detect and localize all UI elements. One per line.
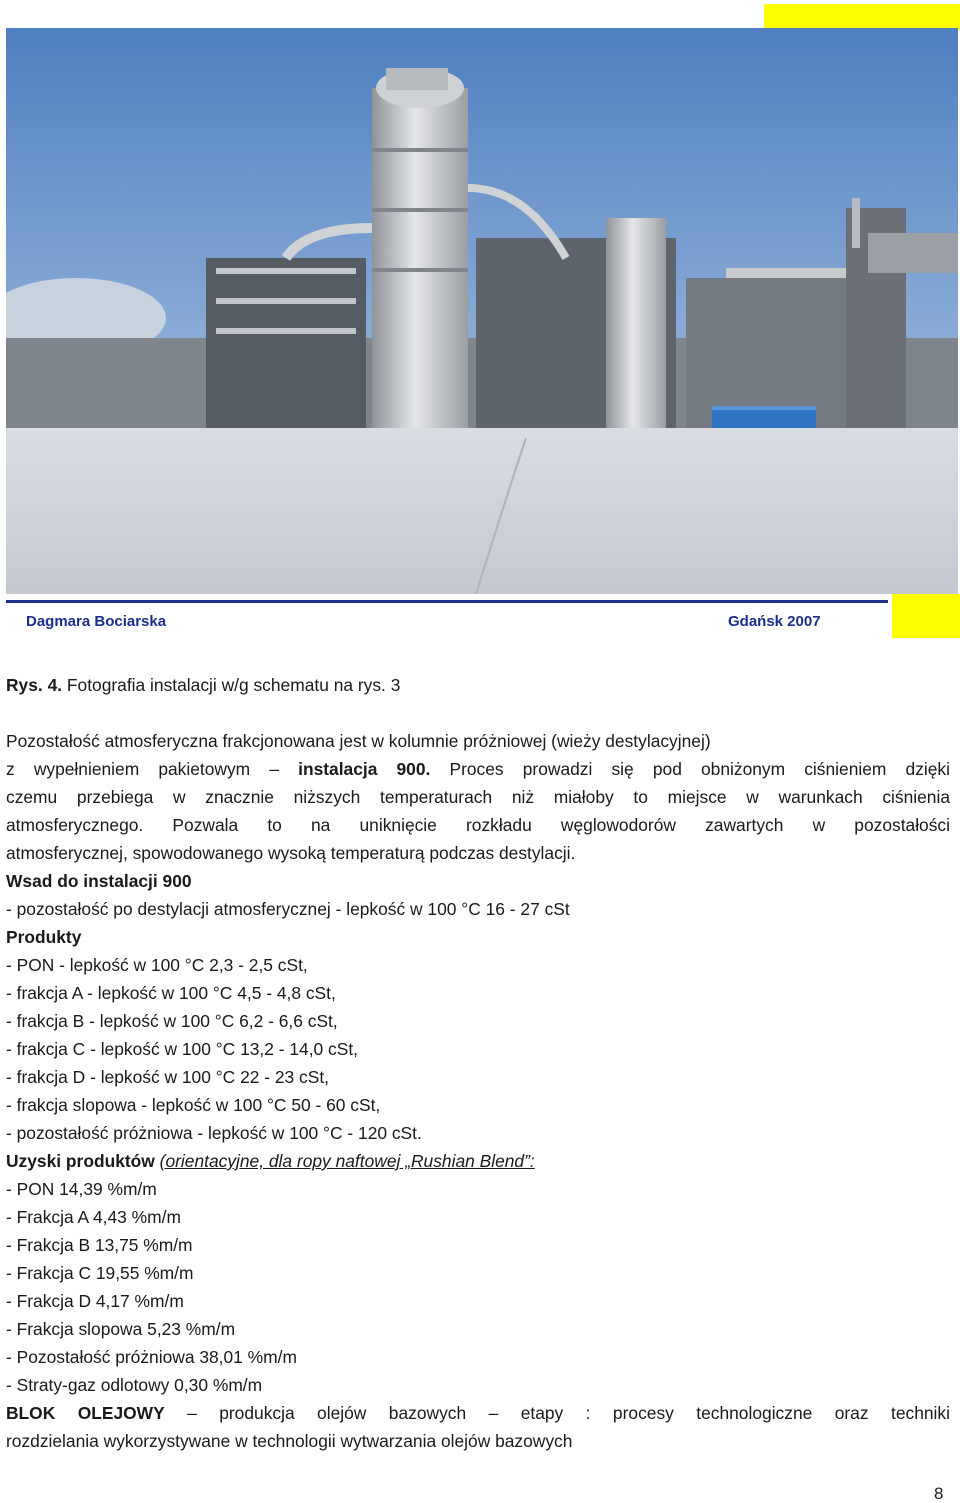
feed-heading: Wsad do instalacji 900 [6, 871, 192, 891]
yield-item: - Frakcja slopowa 5,23 %m/m [6, 1319, 236, 1339]
yields-heading-line [6, 1149, 535, 1173]
product-item: - PON - lepkość w 100 °C 2,3 - 2,5 cSt, [6, 955, 308, 975]
block-line-2: rozdzielania wykorzystywane w technologii wytwarzania olejów bazowych [6, 1431, 573, 1451]
intro-line-2a: z wypełnieniem pakietowym [6, 759, 251, 779]
block-dash-1: – [187, 1403, 197, 1423]
decorative-yellow-bar-side [892, 594, 960, 638]
intro-line-3: czemu przebiega w znacznie niższych temperaturach niż miałoby to miejsce w warunkach ciśnienia [6, 787, 950, 807]
intro-line-1: Pozostałość atmosferyczna frakcjonowana jest w kolumnie próżniowej (wieży destylacyjnej) [6, 731, 711, 751]
block-text-1: produkcja olejów bazowych [219, 1403, 467, 1423]
products-heading: Produkty [6, 927, 82, 947]
yields-note: (orientacyjne, dla ropy naftowej „Rushian Blend”: [159, 1151, 535, 1171]
header-rule [6, 600, 888, 603]
yield-item: - Frakcja A 4,43 %m/m [6, 1207, 181, 1227]
yield-item: - PON 14,39 %m/m [6, 1179, 157, 1199]
header-author: Dagmara Bociarska [26, 613, 167, 630]
header-place-year: Gdańsk 2007 [728, 613, 821, 630]
block-title: BLOK OLEJOWY [6, 1403, 165, 1423]
product-item: - frakcja D - lepkość w 100 °C 22 - 23 cSt, [6, 1067, 330, 1087]
intro-line-2 [6, 757, 950, 781]
product-item: - frakcja C - lepkość w 100 °C 13,2 - 14,0 cSt, [6, 1039, 359, 1059]
block-dash-2: – [488, 1403, 499, 1423]
installation-900: instalacja 900. [298, 759, 431, 779]
yields-heading: Uzyski produktów [6, 1151, 155, 1171]
block-line-1 [6, 1401, 950, 1425]
yield-item: - Frakcja D 4,17 %m/m [6, 1291, 184, 1311]
figure-caption [6, 673, 400, 697]
intro-line-2c: Proces prowadzi się pod obniżonym ciśnieniem dzięki [449, 759, 950, 779]
refinery-photo [6, 28, 958, 594]
block-text-2: etapy : procesy technologiczne oraz techniki [520, 1403, 950, 1423]
product-item: - frakcja B - lepkość w 100 °C 6,2 - 6,6 cSt, [6, 1011, 338, 1031]
product-item: - frakcja A - lepkość w 100 °C 4,5 - 4,8 cSt, [6, 983, 336, 1003]
intro-line-4: atmosferycznego. Pozwala to na uniknięcie rozkładu węglowodorów zawartych w pozostałości [6, 815, 950, 835]
product-item: - frakcja slopowa - lepkość w 100 °C 50 - 60 cSt, [6, 1095, 381, 1115]
intro-line-5: atmosferycznej, spowodowanego wysoką temperaturą podczas destylacji. [6, 843, 576, 863]
figure-caption-text: Fotografia instalacji w/g schematu na rys. 3 [66, 675, 401, 695]
decorative-yellow-bar-top [764, 4, 960, 30]
refinery-photo-illustration [6, 28, 958, 594]
yield-item: - Pozostałość próżniowa 38,01 %m/m [6, 1347, 297, 1367]
yield-item: - Frakcja B 13,75 %m/m [6, 1235, 193, 1255]
intro-dash: – [269, 759, 279, 779]
yield-item: - Frakcja C 19,55 %m/m [6, 1263, 194, 1283]
page-number: 8 [934, 1484, 944, 1503]
figure-label: Rys. 4. [6, 675, 63, 695]
yield-item: - Straty-gaz odlotowy 0,30 %m/m [6, 1375, 263, 1395]
feed-item: - pozostałość po destylacji atmosferycznej - lepkość w 100 °C 16 - 27 cSt [6, 899, 570, 919]
product-item: - pozostałość próżniowa - lepkość w 100 °C - 120 cSt. [6, 1123, 422, 1143]
